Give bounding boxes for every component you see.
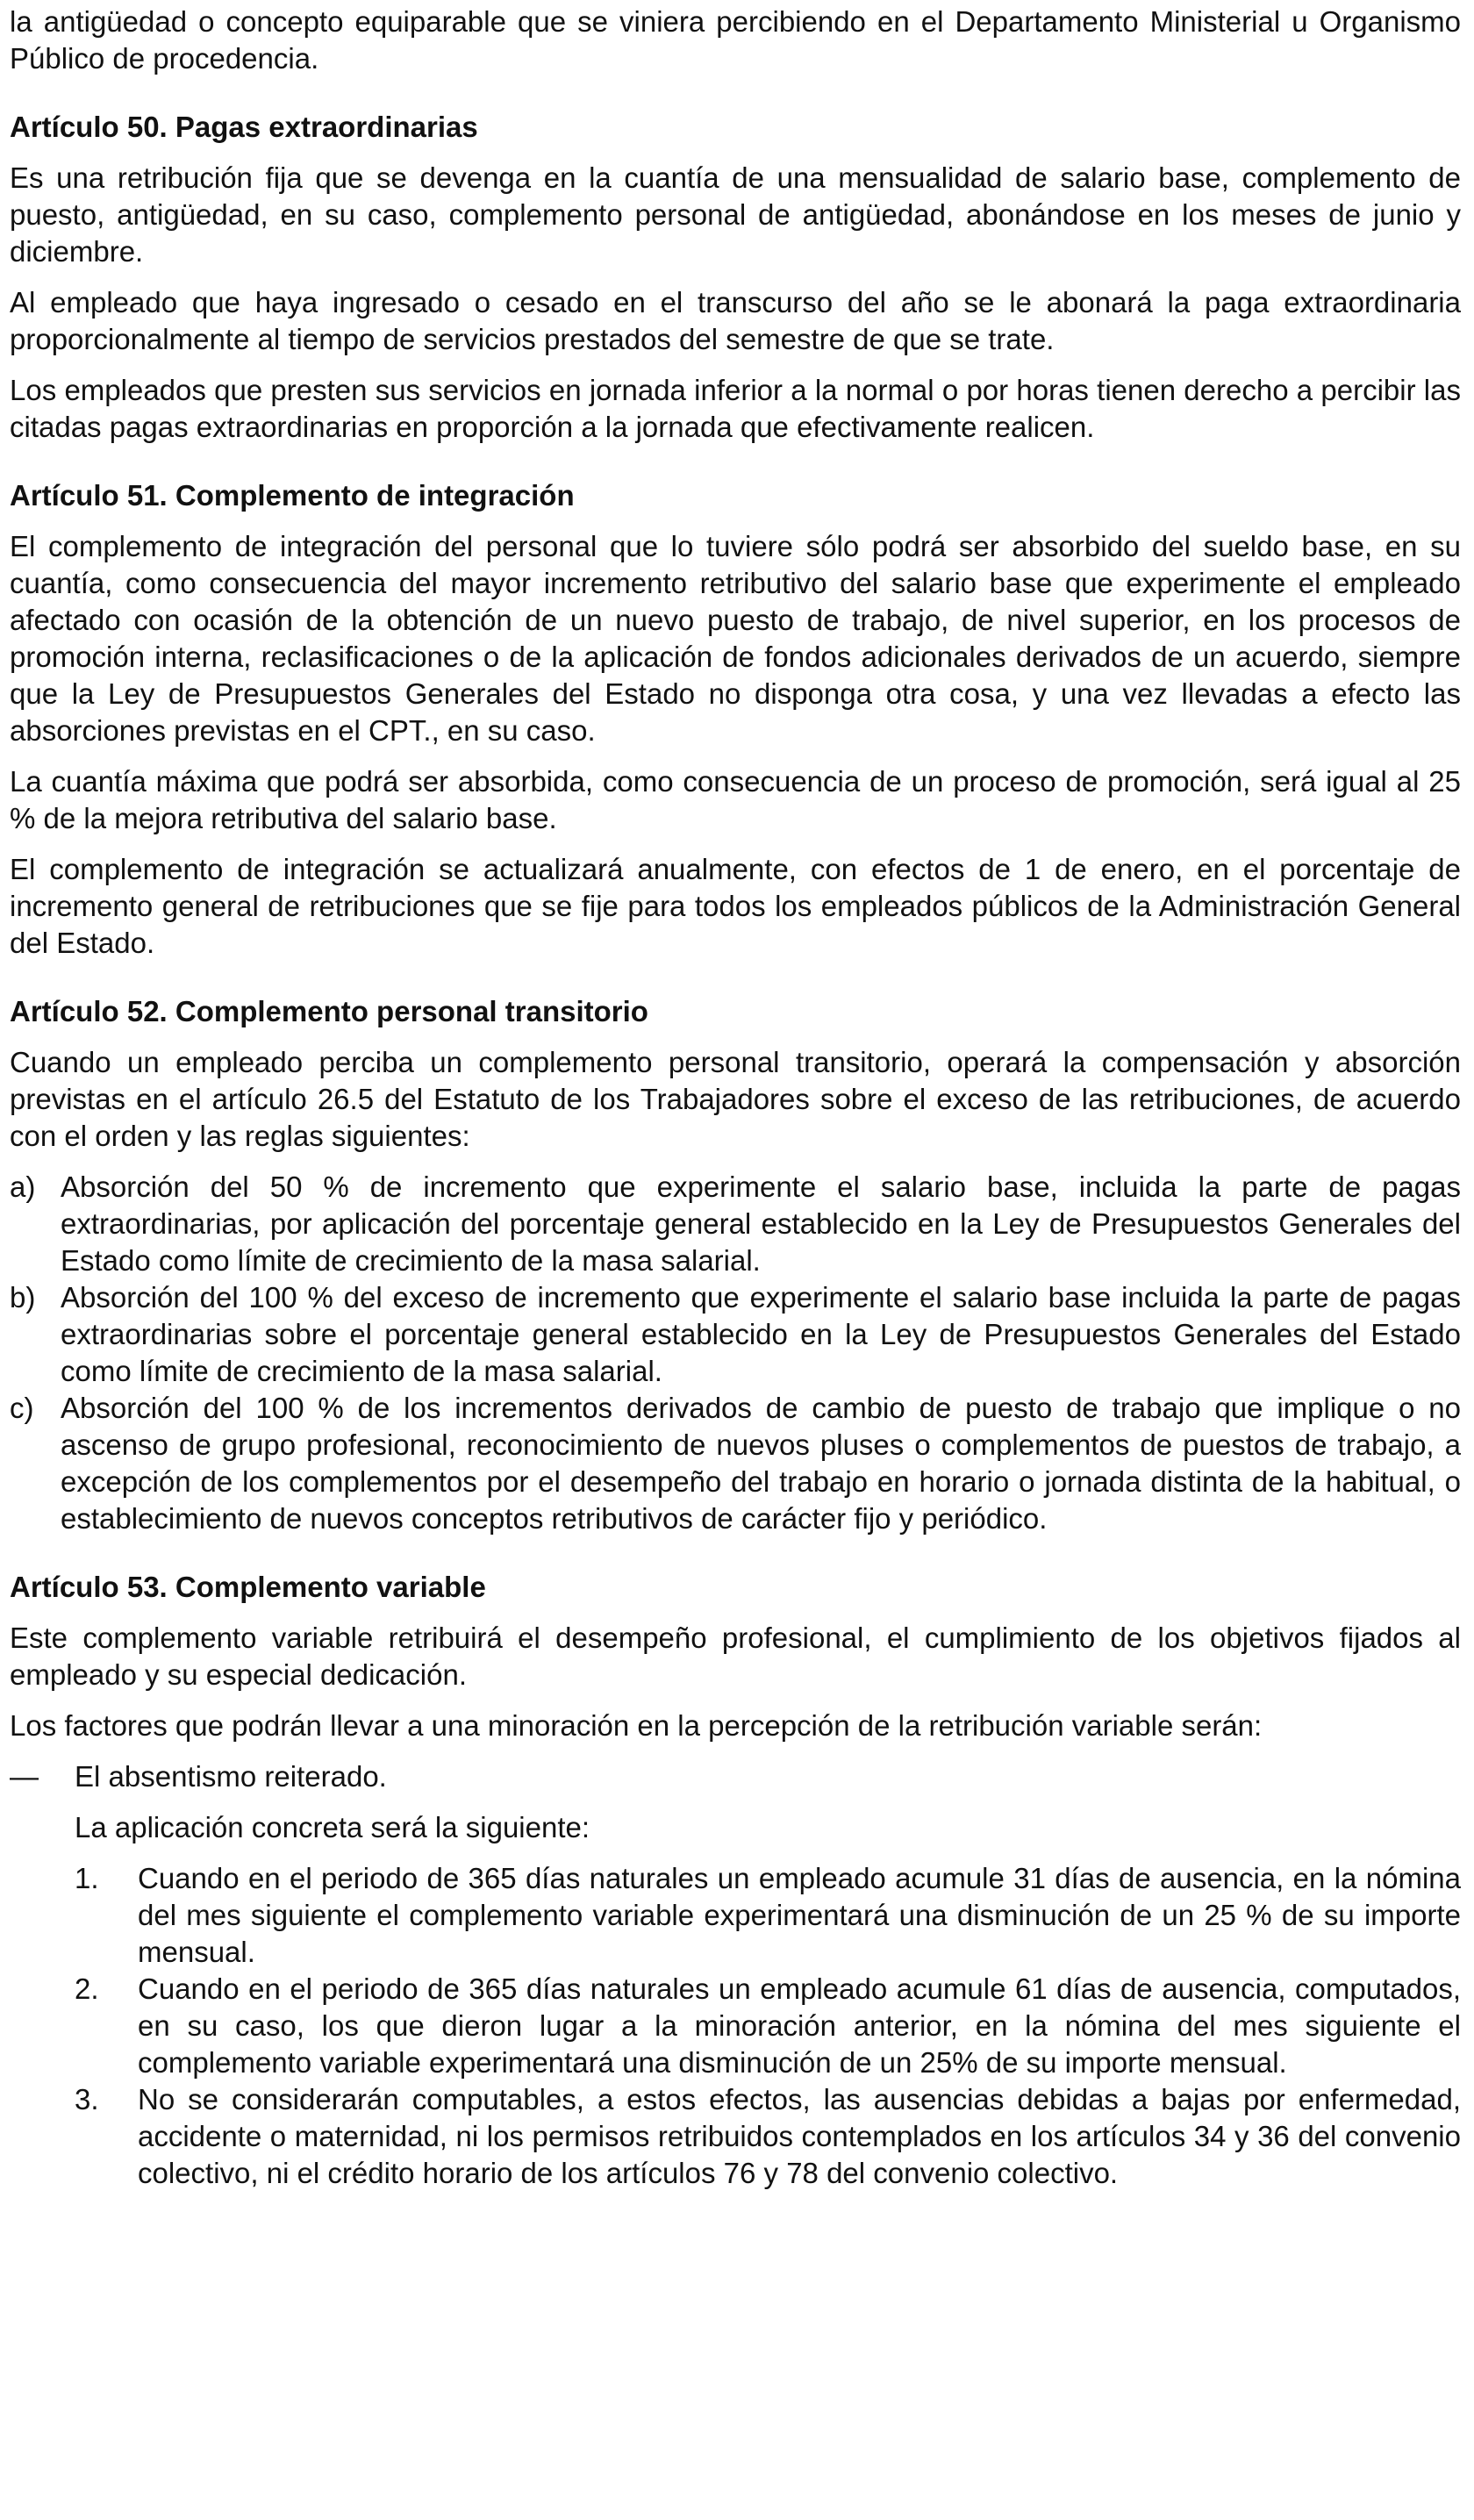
list-item-text: Cuando en el periodo de 365 días naturales un empleado acumule 61 días de ausencia, computados, en su caso, los que dieron lugar a la minoración anterior, en la nómina del mes siguiente el complemento variable experimentará una disminución de un 25% de su importe mensual. [138,1972,1461,2079]
article-52-rules-list [10,1169,1461,1537]
article-50-paragraph-1: Es una retribución fija que se devenga en la cuantía de una mensualidad de salario base, complemento de puesto, antigüedad, en su caso, complemento personal de antigüedad, abonándose en los meses de junio y diciembre. [10,161,1461,268]
list-marker: a) [10,1171,36,1203]
list-item-text: No se considerarán computables, a estos efectos, las ausencias debidas a bajas por enfermedad, accidente o maternidad, ni los permisos retribuidos contemplados en los artículos 34 y 36 del convenio colectivo, ni el crédito horario de los artículos 76 y 78 del convenio colectivo. [138,2083,1461,2189]
article-52-title: Artículo 52. Complemento personal transitorio [10,995,648,1027]
application-intro: La aplicación concreta será la siguiente: [75,1811,590,1843]
article-53-paragraph-2: Los factores que podrán llevar a una minoración en la percepción de la retribución variable serán: [10,1709,1263,1742]
list-item-text: Absorción del 100 % de los incrementos derivados de cambio de puesto de trabajo que implique o no ascenso de grupo profesional, reconocimiento de nuevos pluses o complementos de puestos de trabajo, a excepción de los complementos por el desempeño del trabajo en horario o jornada distinta de la habitual, o establecimiento de nuevos conceptos retributivos de carácter fijo y periódico. [61,1392,1461,1535]
list-item-text: Absorción del 100 % del exceso de incremento que experimente el salario base incluida la parte de pagas extraordinarias sobre el porcentaje general establecido en la Ley de Presupuestos Generales del Estado como límite de crecimiento de la masa salarial. [61,1281,1461,1387]
article-53-numbered-list [75,1860,1461,2192]
list-item [75,1860,1461,1971]
list-marker: b) [10,1281,36,1314]
article-51-title: Artículo 51. Complemento de integración [10,479,575,512]
list-item [10,1390,1461,1537]
list-marker: 3. [75,2083,99,2116]
article-51-paragraph-1: El complemento de integración del personal que lo tuviere sólo podrá ser absorbido del sueldo base, en su cuantía, como consecuencia del mayor incremento retributivo del salario base que experimente el empleado afectado con ocasión de la obtención de un nuevo puesto de trabajo, de nivel superior, en los procesos de promoción interna, reclasificaciones o de la aplicación de fondos adicionales derivados de un acuerdo, siempre que la Ley de Presupuestos Generales del Estado no disponga otra cosa, y una vez llevadas a efecto las absorciones previstas en el CPT., en su caso. [10,530,1461,747]
list-item-text: Cuando en el periodo de 365 días naturales un empleado acumule 31 días de ausencia, en la nómina del mes siguiente el complemento variable experimentará una disminución de un 25 % de su importe mensual. [138,1862,1461,1968]
intro-paragraph: la antigüedad o concepto equiparable que se viniera percibiendo en el Departamento Ministerial u Organismo Público de procedencia. [10,5,1461,75]
dash-item-text: El absentismo reiterado. [75,1760,387,1793]
article-50-paragraph-2: Al empleado que haya ingresado o cesado en el transcurso del año se le abonará la paga extraordinaria proporcionalmente al tiempo de servicios prestados del semestre de que se trate. [10,286,1461,355]
article-51-paragraph-2: La cuantía máxima que podrá ser absorbida, como consecuencia de un proceso de promoción, será igual al 25 % de la mejora retributiva del salario base. [10,765,1461,834]
article-52-paragraph-1: Cuando un empleado perciba un complemento personal transitorio, operará la compensación y absorción previstas en el artículo 26.5 del Estatuto de los Trabajadores sobre el exceso de las retribuciones, de acuerdo con el orden y las reglas siguientes: [10,1046,1461,1152]
list-marker: 2. [75,1972,99,2005]
article-53 [10,1569,1461,2192]
list-marker: c) [10,1392,34,1424]
article-50-paragraph-3: Los empleados que presten sus servicios en jornada inferior a la normal o por horas tienen derecho a percibir las citadas pagas extraordinarias en proporción a la jornada que efectivamente realicen. [10,374,1461,443]
dash-list-item [10,1758,1461,1795]
list-marker: 1. [75,1862,99,1894]
dash-marker: — [10,1760,39,1793]
document-page [10,0,1461,2192]
article-50 [10,109,1461,446]
list-item [10,1169,1461,1279]
article-50-title: Artículo 50. Pagas extraordinarias [10,111,478,143]
article-53-paragraph-1: Este complemento variable retribuirá el desempeño profesional, el cumplimiento de los objetivos fijados al empleado y su especial dedicación. [10,1622,1461,1691]
list-item [75,1971,1461,2081]
article-53-title: Artículo 53. Complemento variable [10,1571,486,1603]
article-52 [10,993,1461,1537]
list-item-text: Absorción del 50 % de incremento que experimente el salario base, incluida la parte de pagas extraordinarias, por aplicación del porcentaje general establecido en la Ley de Presupuestos Generales del Estado como límite de crecimiento de la masa salarial. [61,1171,1461,1277]
list-item [10,1279,1461,1390]
article-51 [10,477,1461,962]
article-51-paragraph-3: El complemento de integración se actualizará anualmente, con efectos de 1 de enero, en el porcentaje de incremento general de retribuciones que se fije para todos los empleados públicos de la Administración General del Estado. [10,853,1461,959]
list-item [75,2081,1461,2192]
